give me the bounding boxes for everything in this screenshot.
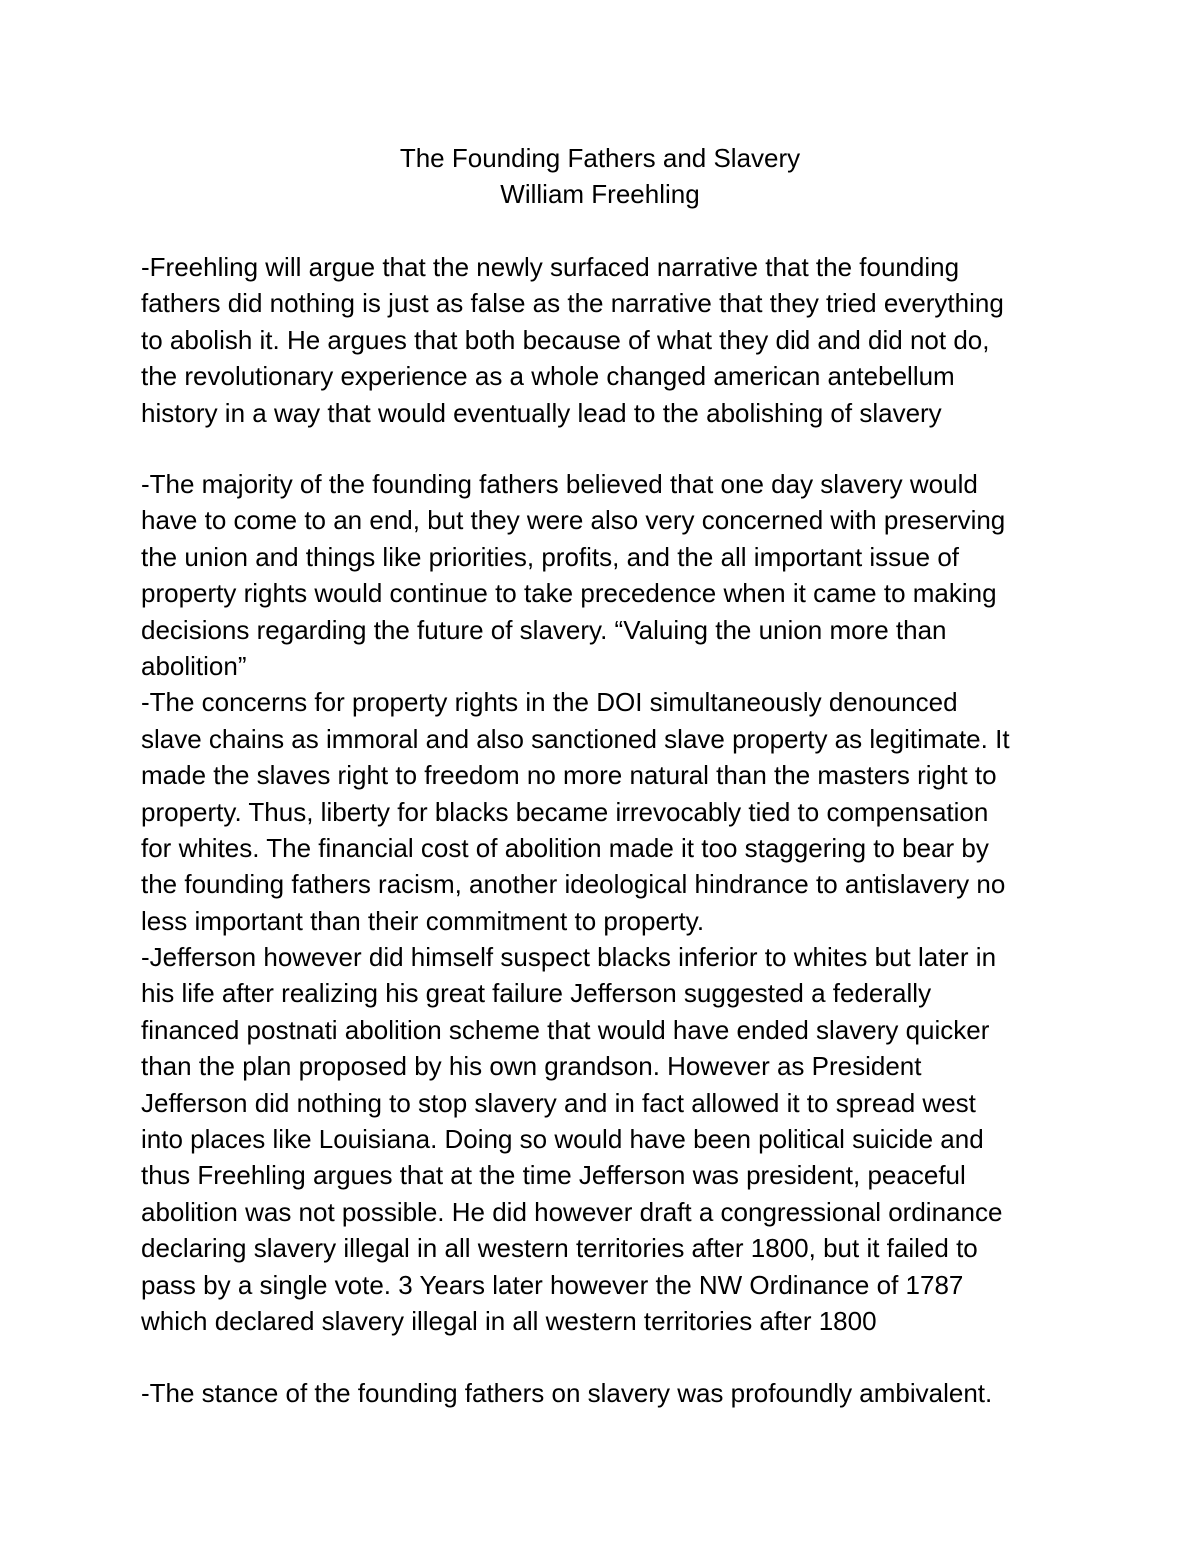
text-line: thus Freehling argues that at the time Jefferson was president, peaceful <box>141 1160 966 1191</box>
text-line: slave chains as immoral and also sanctioned slave property as legitimate. It <box>141 723 1010 754</box>
text-line: declaring slavery illegal in all western territories after 1800, but it failed to <box>141 1233 978 1264</box>
title-block <box>0 140 1200 213</box>
text-line: -Freehling will argue that the newly surfaced narrative that the founding <box>141 252 960 282</box>
text-line: the union and things like priorities, profits, and the all important issue of <box>141 541 960 572</box>
paragraph-1 <box>141 249 1181 431</box>
text-line: property. Thus, liberty for blacks became irrevocably tied to compensation <box>141 796 989 827</box>
text-line: abolition was not possible. He did however draft a congressional ordinance <box>141 1196 1003 1227</box>
text-line: for whites. The financial cost of abolition made it too staggering to bear by <box>141 832 989 863</box>
text-line: fathers did nothing is just as false as the narrative that they tried everything <box>141 288 1004 319</box>
text-line: less important than their commitment to property. <box>141 905 705 936</box>
text-line: which declared slavery illegal in all western territories after 1800 <box>141 1305 877 1336</box>
text-line: decisions regarding the future of slavery. “Valuing the union more than <box>141 614 947 645</box>
text-line: the revolutionary experience as a whole changed american antebellum <box>141 361 955 392</box>
text-line: -The majority of the founding fathers believed that one day slavery would <box>141 469 978 499</box>
text-line: to abolish it. He argues that both because of what they did and did not do, <box>141 324 990 355</box>
text-line: Jefferson did nothing to stop slavery and in fact allowed it to spread west <box>141 1087 976 1118</box>
text-line: than the plan proposed by his own grandson. However as President <box>141 1051 922 1082</box>
paragraph-2 <box>141 466 1181 1339</box>
text-line: -Jefferson however did himself suspect blacks inferior to whites but later in <box>141 942 997 973</box>
document-author: William Freehling <box>500 179 700 210</box>
text-line: into places like Louisiana. Doing so would have been political suicide and <box>141 1124 984 1155</box>
text-line: have to come to an end, but they were also very concerned with preserving <box>141 505 1006 536</box>
text-line: history in a way that would eventually lead to the abolishing of slavery <box>141 397 942 428</box>
text-line: financed postnati abolition scheme that would have ended slavery quicker <box>141 1014 990 1045</box>
text-line: property rights would continue to take precedence when it came to making <box>141 578 997 609</box>
document-title: The Founding Fathers and Slavery <box>399 143 801 173</box>
text-line: the founding fathers racism, another ideological hindrance to antislavery no <box>141 869 1006 900</box>
text-line: his life after realizing his great failure Jefferson suggested a federally <box>141 978 932 1009</box>
text-line: abolition” <box>141 650 247 681</box>
text-line: pass by a single vote. 3 Years later however the NW Ordinance of 1787 <box>141 1269 964 1300</box>
text-line: -The concerns for property rights in the DOI simultaneously denounced <box>141 687 958 718</box>
text-line: made the slaves right to freedom no more natural than the masters right to <box>141 760 997 791</box>
paragraph-3 <box>141 1375 1181 1411</box>
text-line: -The stance of the founding fathers on slavery was profoundly ambivalent. <box>141 1378 993 1408</box>
